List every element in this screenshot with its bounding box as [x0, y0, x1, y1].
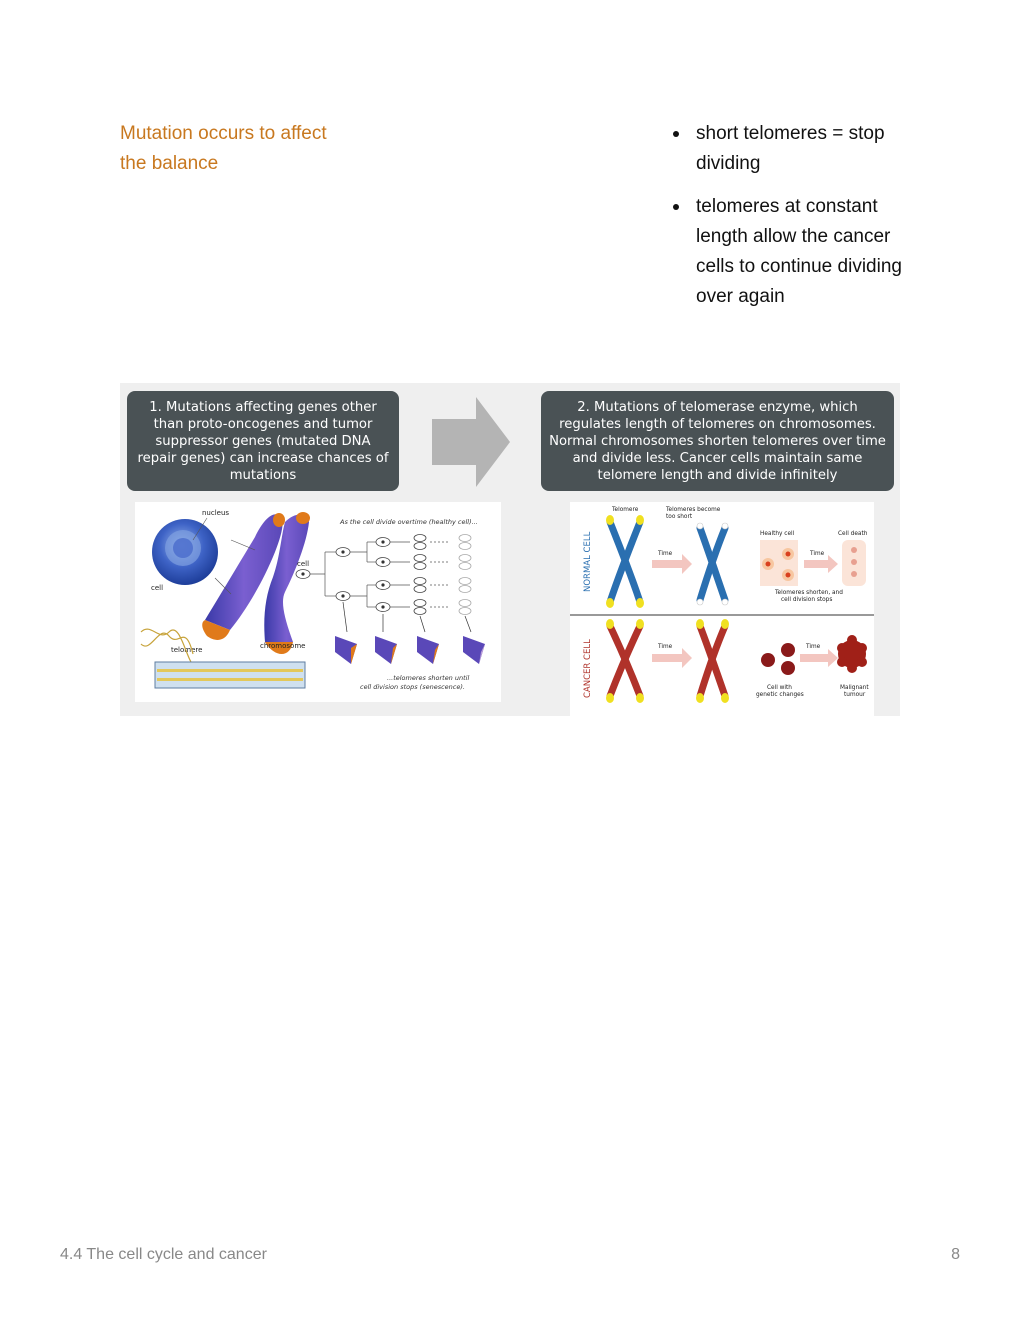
normal-chromosome-icon	[610, 522, 640, 602]
caption-top: As the cell divide overtime (healthy cell)...	[340, 518, 478, 526]
genetic-change-cell-icon	[761, 643, 795, 675]
label-shorten-2: cell division stops	[781, 597, 833, 603]
label-cell: cell	[151, 584, 164, 592]
label-tree-cell: cell	[297, 560, 310, 568]
page-number: 8	[951, 1246, 960, 1263]
telomere-illustration-left	[135, 502, 501, 702]
bullet-item: telomeres at constant length allow the cancer cells to continue dividing over again	[670, 192, 910, 312]
callout1-text: 1. Mutations affecting genes other than proto-oncogenes and tumor suppressor genes (mutated DNA repair genes) can increase chances of mutations	[137, 399, 389, 483]
label-too-short-2: too short	[666, 514, 693, 520]
label-nucleus: nucleus	[202, 509, 230, 517]
label-time-healthy: Time	[810, 551, 825, 557]
label-genetic-1: Cell with	[767, 685, 792, 691]
chromosome-icon	[202, 512, 310, 654]
healthy-cell-icon	[760, 540, 798, 586]
callout-mutations-dna-repair	[127, 391, 399, 491]
bullet-item: short telomeres = stop dividing	[670, 119, 910, 179]
callout-telomerase	[541, 391, 894, 491]
caption-bottom-1: ...telomeres shorten until	[387, 674, 470, 682]
telomere-figure	[120, 383, 900, 716]
time-arrow-icon	[652, 554, 692, 574]
label-telomere: telomere	[171, 646, 203, 654]
label-chromosome: chromosome	[260, 642, 306, 650]
time-arrow-icon	[804, 555, 838, 573]
heading-line-2: the balance	[120, 153, 219, 174]
footer-title: 4.4 The cell cycle and cancer	[60, 1246, 267, 1263]
label-time-tumour: Time	[806, 644, 821, 650]
label-malignant-2: tumour	[844, 692, 866, 698]
label-healthy-cell: Healthy cell	[760, 531, 795, 537]
label-normal-cell: NORMAL CELL	[583, 531, 593, 592]
telomere-tips	[335, 636, 485, 664]
label-telomere-right: Telomere	[612, 507, 639, 513]
telomere-illustration-right	[570, 502, 874, 716]
section-heading	[120, 119, 380, 179]
label-genetic-2: genetic changes	[756, 692, 804, 698]
heading-line-1: Mutation occurs to affect	[120, 123, 327, 144]
right-arrow-icon	[432, 397, 510, 487]
division-tree	[307, 542, 450, 607]
cell-death-icon	[842, 540, 866, 586]
callout2-text: 2. Mutations of telomerase enzyme, which regulates length of telomeres on chromosomes. Normal chromosomes shorten telomeres over time and divide less. Cancer cells maintain same telomere length and divide infinitely	[549, 399, 886, 483]
tumour-icon	[837, 635, 867, 673]
time-arrow-icon	[800, 649, 838, 667]
bullet-list	[670, 119, 910, 325]
time-arrow-icon	[652, 648, 692, 668]
label-shorten-1: Telomeres shorten, and	[775, 590, 843, 596]
label-cell-death: Cell death	[838, 531, 868, 537]
label-time-normal: Time	[658, 551, 673, 557]
label-too-short-1: Telomeres become	[666, 507, 721, 513]
label-malignant-1: Malignant	[840, 685, 869, 691]
label-time-cancer: Time	[658, 644, 673, 650]
caption-bottom-2: cell division stops (senescence).	[360, 683, 465, 691]
label-cancer-cell: CANCER CELL	[583, 639, 593, 698]
